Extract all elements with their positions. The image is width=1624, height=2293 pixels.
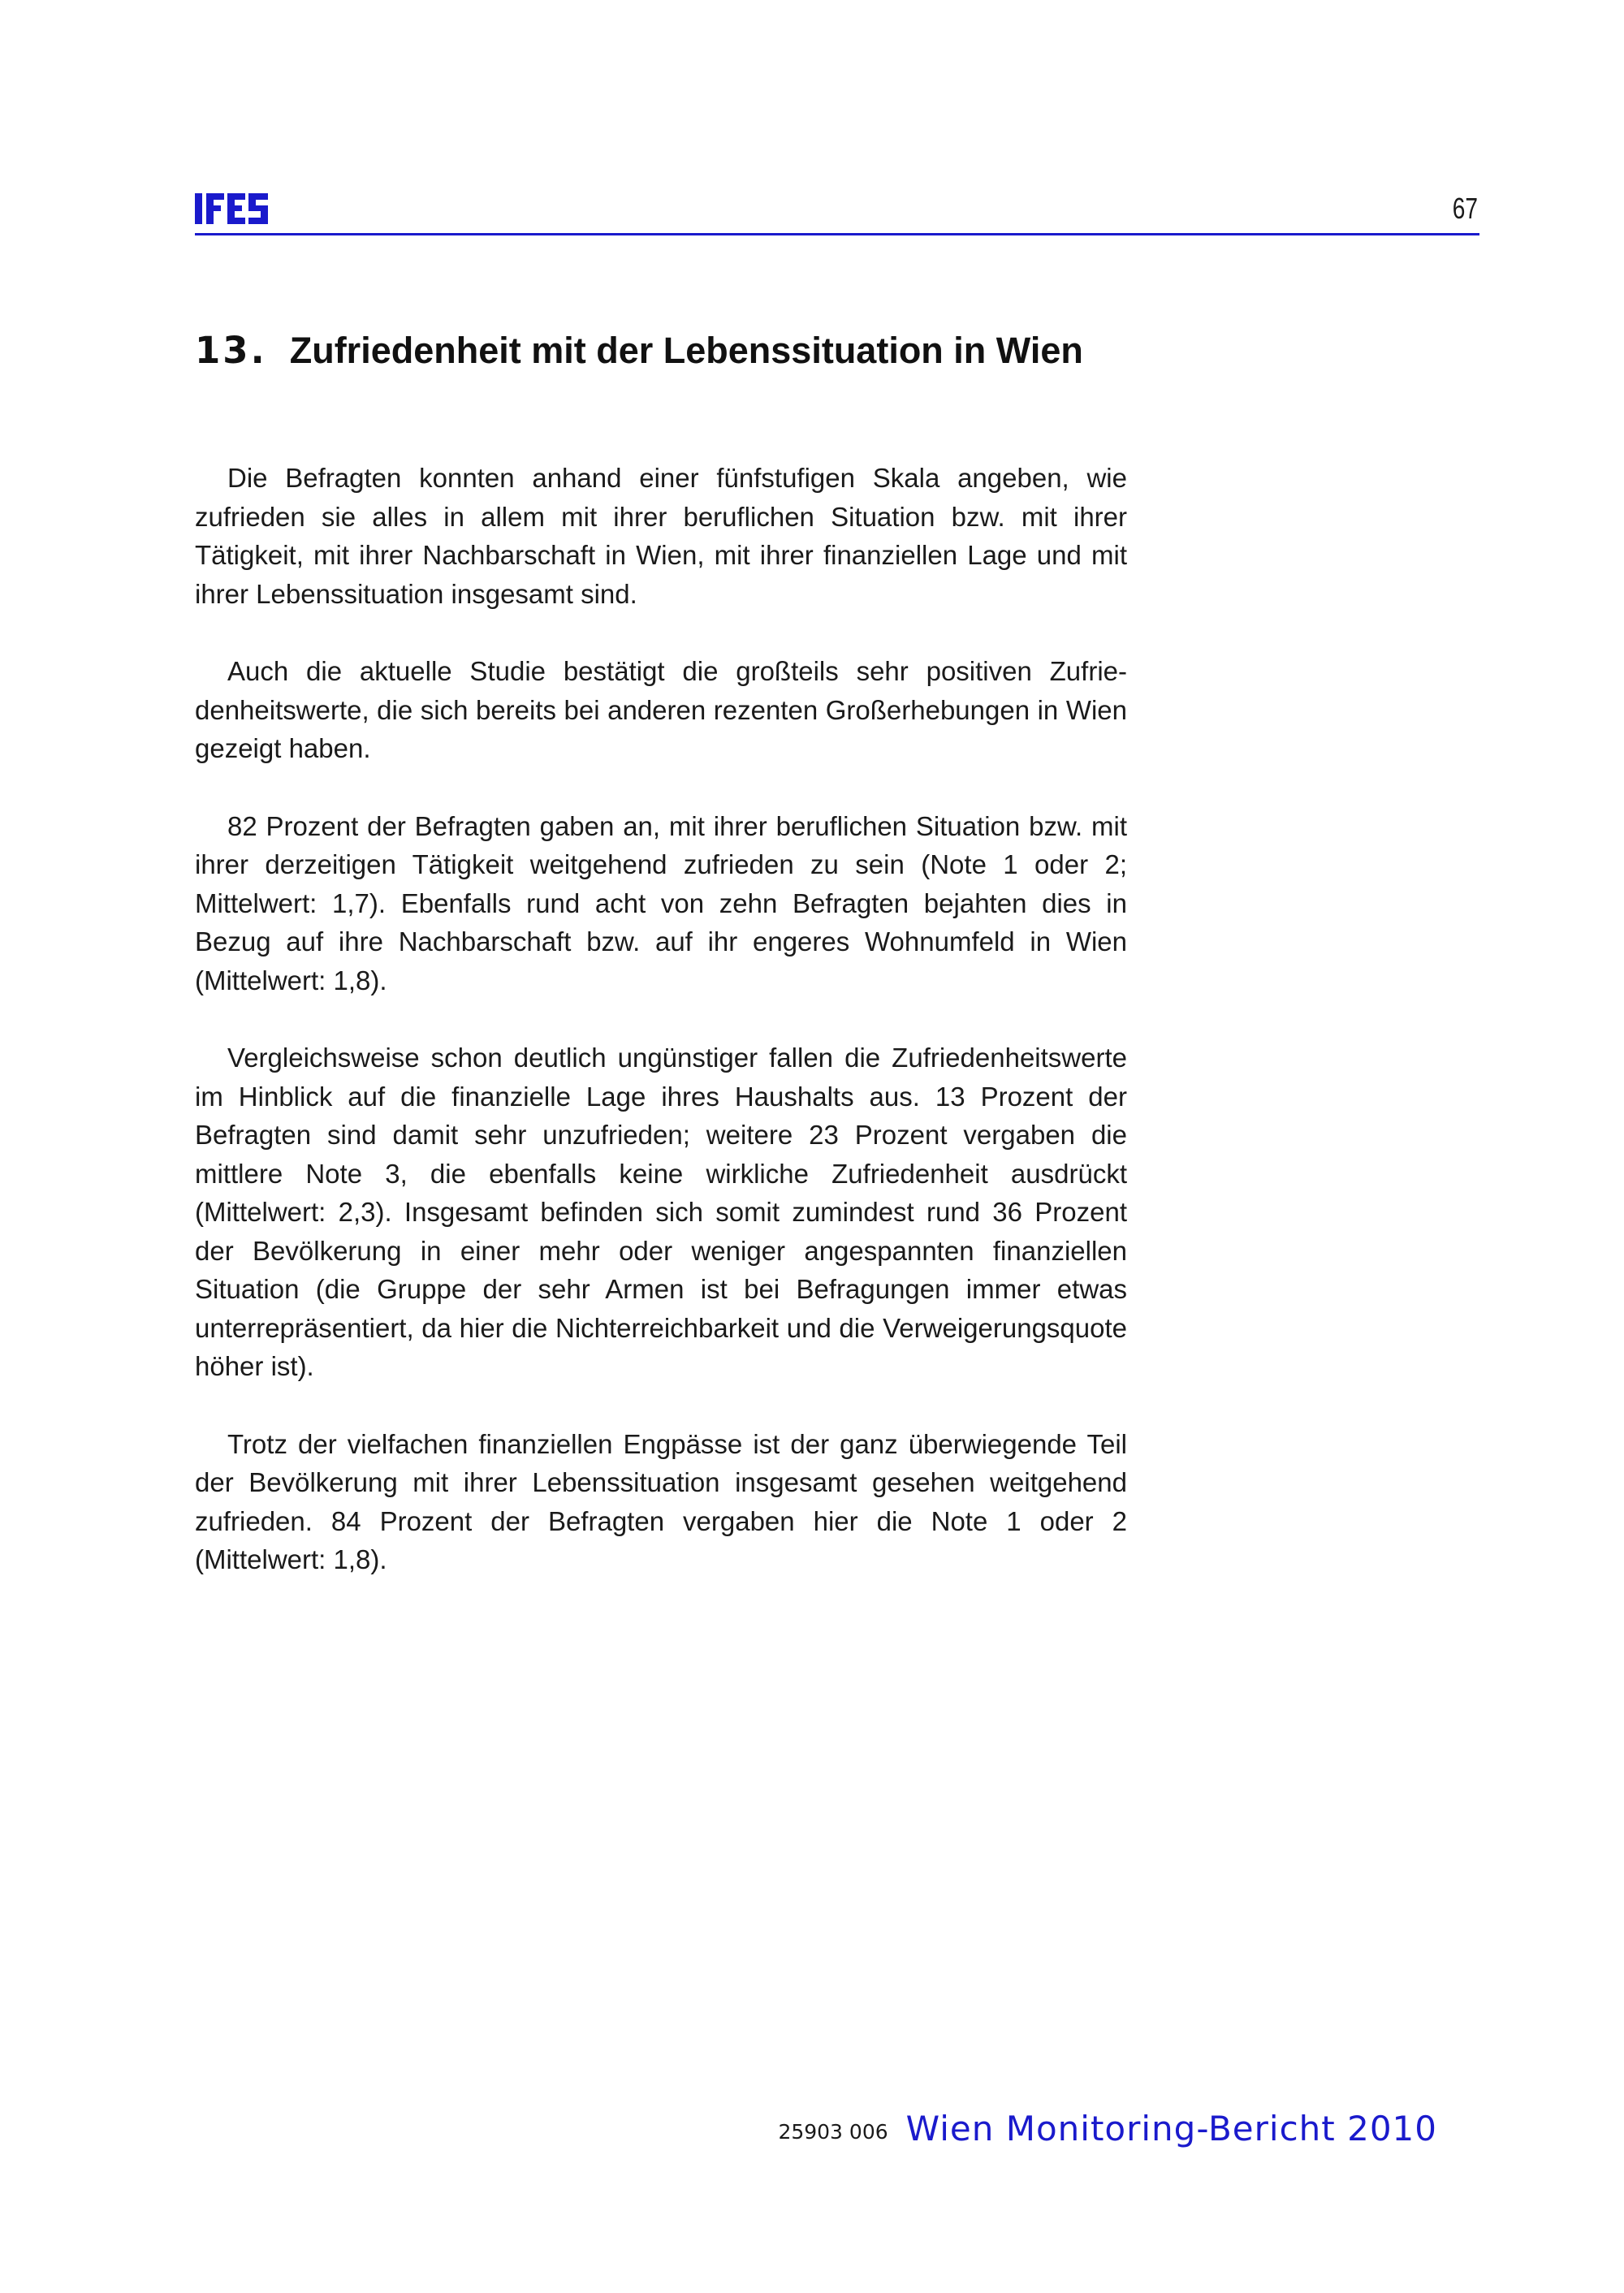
page-footer [778, 2109, 1437, 2148]
page-header [195, 192, 1478, 234]
paragraph: Auch die aktuelle Studie bestätigt die großteils sehr positiven Zufriedenheitswerte, die sich bereits bei anderen rezenten Großerhebungen in Wien gezeigt haben. [195, 656, 1127, 763]
ifes-logo [195, 193, 276, 224]
chapter-number: 13. [195, 329, 267, 372]
paragraph: Vergleichsweise schon deutlich ungünstiger fallen die Zufriedenheitswerte im Hinblick auf die finanzielle Lage ihres Haushalts aus. 13 Prozent der Befragten sind damit sehr unzufrieden; weitere 23 Prozent vergaben die mittlere Note 3, die ebenfalls keine wirkliche Zufriedenheit ausdrückt (Mittelwert: 2,3). Insgesamt befinden sich somit zumindest rund 36 Prozent der Bevölkerung in einer mehr oder weniger angespannten finanziellen Situation (die Gruppe der sehr Armen ist bei Befragungen immer etwas unterrepräsentiert, da hier die Nichterreichbarkeit und die Verweigerungsquote höher ist). [195, 1043, 1127, 1381]
chapter-heading [195, 329, 1083, 372]
paragraph: Trotz der vielfachen finanziellen Engpässe ist der ganz überwiegende Teil der Bevölkerung mit ihrer Lebenssituation insgesamt gesehen weitgehend zufrieden. 84 Prozent der Befragten vergaben hier die Note 1 oder 2 (Mittelwert: 1,8). [195, 1428, 1127, 1574]
page-number: 67 [1452, 192, 1478, 225]
header-divider [195, 233, 1479, 235]
body-text [195, 459, 1127, 1618]
report-title: Wien Monitoring-Bericht 2010 [905, 2109, 1437, 2148]
paragraph: Die Befragten konnten anhand einer fünfstufigen Skala angeben, wie zufrieden sie alles in allem mit ihrer beruflichen Situation bzw. mit ihrer Tätigkeit, mit ihrer Nachbarschaft in Wien, mit ihrer finanziellen Lage und mit ihrer Lebenssituation insgesamt sind. [195, 463, 1127, 609]
chapter-title: Zufriedenheit mit der Lebenssituation in Wien [289, 330, 1083, 371]
report-code: 25903 006 [778, 2120, 888, 2144]
paragraph: 82 Prozent der Befragten gaben an, mit ihrer beruflichen Situation bzw. mit ihrer derzeitigen Tätigkeit weitgehend zufrieden zu sein (Note 1 oder 2; Mittelwert: 1,7). Ebenfalls rund acht von zehn Befragten bejahten dies in Bezug auf ihre Nachbarschaft bzw. auf ihr engeres Wohnumfeld in Wien (Mittelwert: 1,8). [195, 810, 1127, 995]
